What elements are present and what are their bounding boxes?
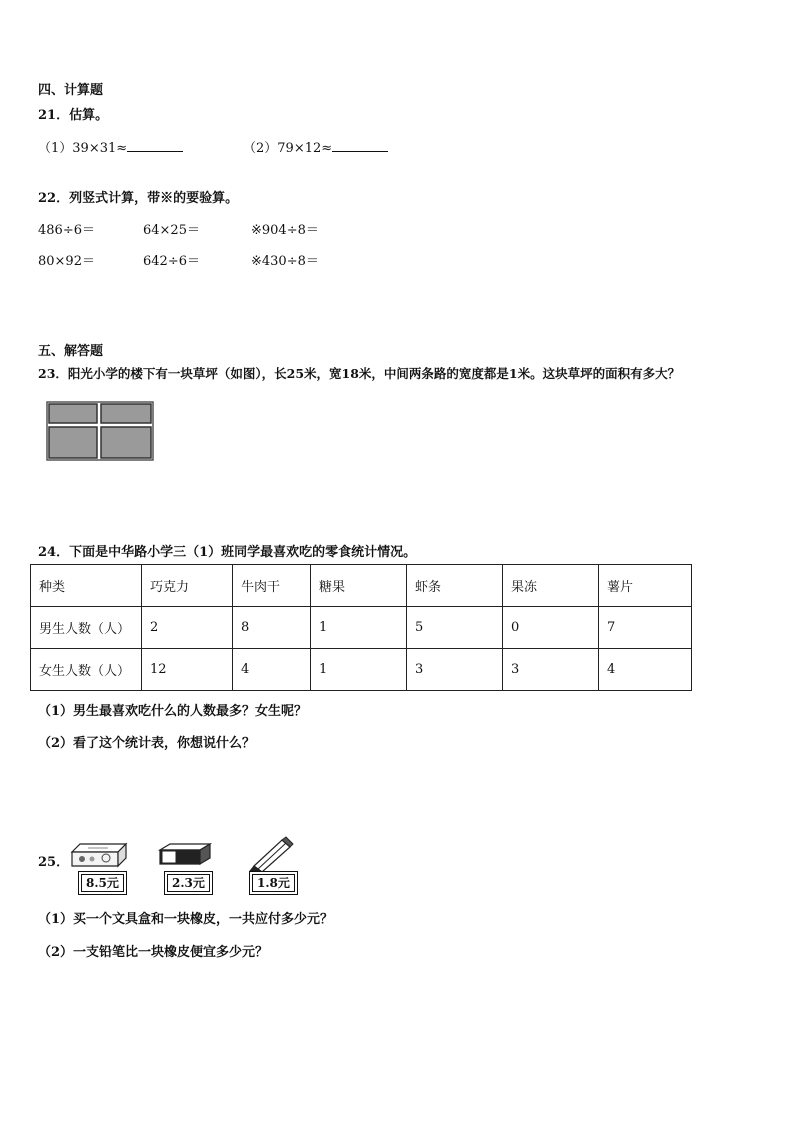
q22-r2-c1: 80×92＝ xyxy=(38,254,95,269)
table-cell: 果冻 xyxy=(503,565,599,607)
q22-r1-c3: ※904÷8＝ xyxy=(251,223,319,238)
price-label-pencil: 1.8元 xyxy=(252,874,295,892)
q22-r2-c2: 642÷6＝ xyxy=(143,254,200,269)
question-24-sub-1: （1）男生最喜欢吃什么的人数最多？女生呢？ xyxy=(38,704,308,719)
q22-r2-c3: ※430÷8＝ xyxy=(251,254,319,269)
table-cell: 1 xyxy=(311,649,407,691)
table-cell: 8 xyxy=(233,607,311,649)
table-cell: 3 xyxy=(407,649,503,691)
answer-blank[interactable] xyxy=(332,139,388,152)
lawn-diagram xyxy=(46,401,154,461)
eraser-icon xyxy=(156,840,214,868)
table-cell: 4 xyxy=(233,649,311,691)
table-cell: 3 xyxy=(503,649,599,691)
question-22-title: 22．列竖式计算，带※的要验算。 xyxy=(38,191,239,206)
question-24-title: 24．下面是中华路小学三（1）班同学最喜欢吃的零食统计情况。 xyxy=(38,545,417,560)
item-2-text: （2）79×12≈ xyxy=(243,141,333,156)
question-23-title: 23．阳光小学的楼下有一块草坪（如图），长25米，宽18米，中间两条路的宽度都是1米。这块草坪的面积有多大？ xyxy=(38,366,681,381)
answer-blank[interactable] xyxy=(127,139,183,152)
lawn-plot-bottom-left xyxy=(49,427,97,458)
question-21-item-1 xyxy=(38,137,183,156)
price-label-pencil-box: 8.5元 xyxy=(81,874,124,892)
pencil-box-icon xyxy=(68,840,130,870)
table-row xyxy=(31,607,692,649)
table-cell: 女生人数（人） xyxy=(31,649,142,691)
table-cell: 巧克力 xyxy=(142,565,233,607)
table-row xyxy=(31,649,692,691)
table-cell: 1 xyxy=(311,607,407,649)
table-cell: 12 xyxy=(142,649,233,691)
question-24-sub-2: （2）看了这个统计表，你想说什么？ xyxy=(38,736,256,751)
lawn-plot-top-right xyxy=(101,404,151,423)
table-cell: 牛肉干 xyxy=(233,565,311,607)
q22-r1-c2: 64×25＝ xyxy=(143,223,200,238)
question-25-number: 25． xyxy=(38,855,70,870)
section-heading-calculation: 四、计算题 xyxy=(38,83,104,98)
table-cell: 虾条 xyxy=(407,565,503,607)
item-1-text: （1）39×31≈ xyxy=(38,141,128,156)
q22-r1-c1: 486÷6＝ xyxy=(38,223,95,238)
price-label-eraser: 2.3元 xyxy=(167,874,210,892)
table-cell: 糖果 xyxy=(311,565,407,607)
pencil-icon xyxy=(246,836,294,872)
table-cell: 5 xyxy=(407,607,503,649)
section-heading-problems: 五、解答题 xyxy=(38,344,104,359)
question-25-sub-2: （2）一支铅笔比一块橡皮便宜多少元？ xyxy=(38,945,269,960)
table-header-row xyxy=(31,565,692,607)
question-21-item-2 xyxy=(243,137,388,156)
table-cell: 7 xyxy=(599,607,692,649)
snack-stats-table xyxy=(30,564,692,691)
table-cell: 0 xyxy=(503,607,599,649)
table-cell: 薯片 xyxy=(599,565,692,607)
table-cell: 2 xyxy=(142,607,233,649)
table-cell: 4 xyxy=(599,649,692,691)
table-cell: 男生人数（人） xyxy=(31,607,142,649)
lawn-plot-bottom-right xyxy=(101,427,151,458)
question-21-title: 21．估算。 xyxy=(38,108,109,123)
table-cell: 种类 xyxy=(31,565,142,607)
lawn-plot-top-left xyxy=(49,404,97,423)
question-25-sub-1: （1）买一个文具盒和一块橡皮，一共应付多少元？ xyxy=(38,912,334,927)
